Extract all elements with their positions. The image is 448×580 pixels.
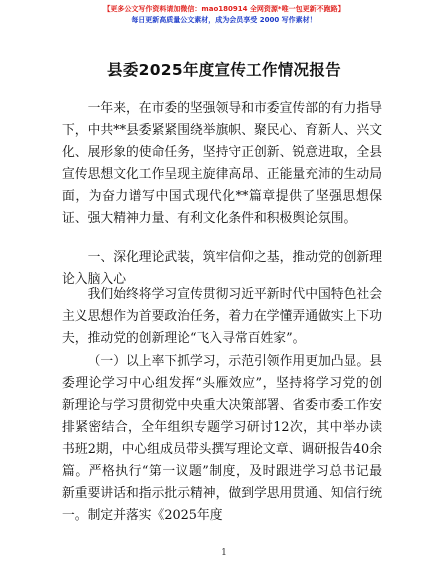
promo-banner-line-1: 【更多公文写作资料请加微信：mao180914 全网资源*唯一包更新不跑路】 bbox=[103, 5, 345, 13]
promo-banner bbox=[0, 4, 448, 26]
paragraph-section-1-intro: 我们始终将学习宣传贯彻习近平新时代中国特色社会主义思想作为首要政治任务，着力在学懂弄通做实上下功夫，推动党的创新理论“飞入寻常百姓家”。 bbox=[62, 287, 382, 346]
promo-banner-line-2: 每日更新高质量公文素材，成为会员享受 2000 写作素材！ bbox=[131, 16, 317, 24]
paragraph-intro: 一年来，在市委的坚强领导和市委宣传部的有力指导下，中共**县委紧紧围绕举旗帜、聚民心、育新人、兴文化、展形象的使命任务，坚持守正创新、锐意进取，全县宣传思想文化工作呈现主旋律高昂、正能量充沛的生动局面，为奋力谱写中国式现代化**篇章提供了坚强思想保证、强大精神力量、有利文化条件和积极舆论氛围。 bbox=[62, 101, 382, 226]
page-number: 1 bbox=[221, 548, 227, 558]
paragraph-subsection-1: （一）以上率下抓学习，示范引领作用更加凸显。县委理论学习中心组发挥“头雁效应”，坚持将学习党的创新理论与学习贯彻党中央重大决策部署、省委市委工作安排紧密结合，全年组织专题学习研讨12次，其中举办读书班2期，中心组成员带头撰写理论文章、调研报告40余篇。严格执行“第一议题”制度，及时跟进学习总书记最新重要讲话和指示批示精神，做到学思用贯通、知信行统一。制定并落实《2025年度 bbox=[62, 354, 382, 523]
section-heading-1: 一、深化理论武装，筑牢信仰之基，推动党的创新理论入脑入心 bbox=[62, 250, 382, 287]
document-title: 县委2025年度宣传工作情况报告 bbox=[107, 61, 341, 79]
